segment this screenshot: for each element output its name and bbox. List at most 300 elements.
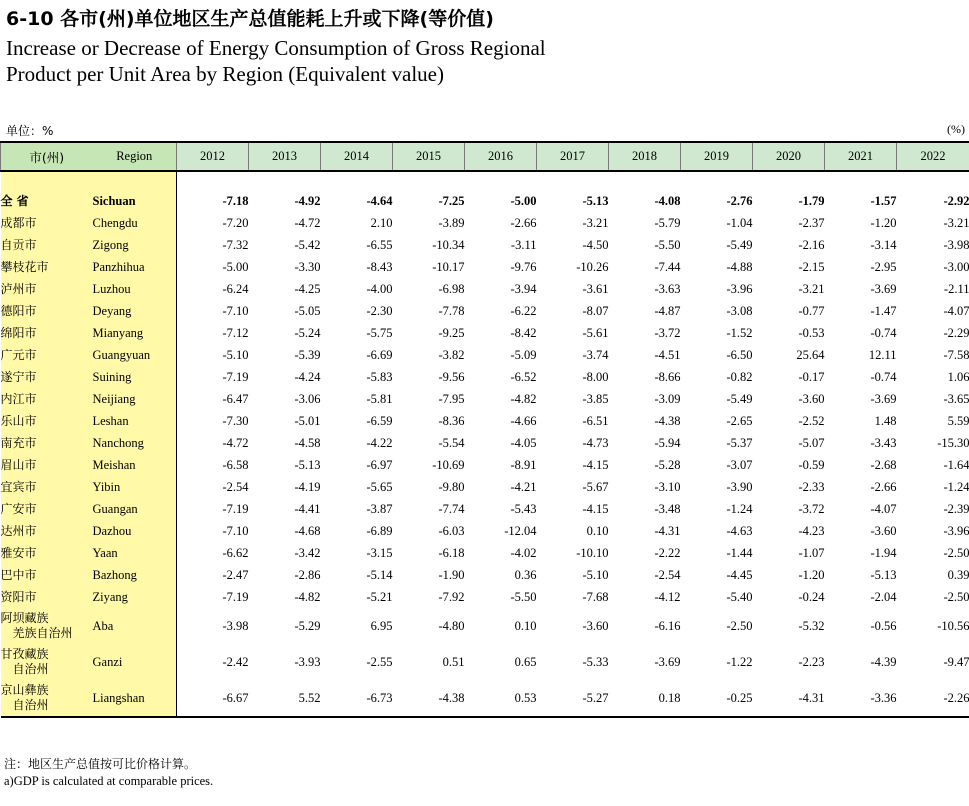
value-cell: -2.33 bbox=[798, 479, 825, 494]
value-cell: -3.98 bbox=[943, 237, 969, 252]
value-cell: 0.51 bbox=[442, 654, 465, 669]
region-name-zh bbox=[1, 520, 93, 542]
value-cell: -4.39 bbox=[870, 654, 897, 669]
value-cell: -3.48 bbox=[654, 501, 681, 516]
value-cell: 0.65 bbox=[514, 654, 537, 669]
value-cell: -2.23 bbox=[798, 654, 825, 669]
value-cell: -3.10 bbox=[654, 479, 681, 494]
value-cell: -5.33 bbox=[582, 654, 609, 669]
value-cell: -4.08 bbox=[654, 193, 681, 208]
value-cell: -3.82 bbox=[438, 347, 465, 362]
value-cell: -9.76 bbox=[510, 259, 537, 274]
region-name-zh-line: 京山彝族 bbox=[0, 683, 49, 697]
region-name-en: Panzhihua bbox=[93, 256, 177, 278]
region-name-zh-line: 内江市 bbox=[0, 391, 37, 406]
value-cell: -3.85 bbox=[582, 391, 609, 406]
region-name-en: Sichuan bbox=[93, 190, 177, 212]
value-cell: -0.59 bbox=[798, 457, 825, 472]
region-name-en: Leshan bbox=[93, 410, 177, 432]
value-cell: -6.52 bbox=[510, 369, 537, 384]
value-cell: -6.16 bbox=[654, 618, 681, 633]
value-cell: 1.48 bbox=[874, 413, 897, 428]
value-cell: -6.51 bbox=[582, 413, 609, 428]
table-row bbox=[1, 256, 969, 278]
value-cell: -8.07 bbox=[582, 303, 609, 318]
value-cell: -2.50 bbox=[943, 589, 969, 604]
value-cell: -3.00 bbox=[943, 259, 969, 274]
value-cell: -5.13 bbox=[870, 567, 897, 582]
value-cell: -7.25 bbox=[438, 193, 465, 208]
region-name-zh bbox=[1, 234, 93, 256]
value-cell: -3.69 bbox=[870, 391, 897, 406]
region-name-en: Guangan bbox=[93, 498, 177, 520]
value-cell: -15.30 bbox=[937, 435, 969, 450]
value-cell: -3.21 bbox=[798, 281, 825, 296]
value-cell: -4.72 bbox=[222, 435, 249, 450]
value-cell: -7.30 bbox=[222, 413, 249, 428]
value-cell: -5.05 bbox=[294, 303, 321, 318]
unit-label-en: (%) bbox=[947, 122, 965, 136]
table-row bbox=[1, 300, 969, 322]
region-name-zh-line2: 自治州 bbox=[12, 662, 49, 676]
value-cell: -5.29 bbox=[294, 618, 321, 633]
value-cell: -2.86 bbox=[294, 567, 321, 582]
value-cell: -3.36 bbox=[825, 680, 897, 717]
header-year: 2021 bbox=[825, 142, 897, 171]
region-name-en: Ganzi bbox=[93, 644, 177, 680]
value-cell: -5.14 bbox=[366, 567, 393, 582]
value-cell: -8.36 bbox=[438, 413, 465, 428]
value-cell: -5.27 bbox=[537, 680, 609, 717]
region-name-zh-line: 南充市 bbox=[0, 435, 37, 450]
table-row bbox=[1, 432, 969, 454]
value-cell: -5.42 bbox=[294, 237, 321, 252]
value-cell: -4.15 bbox=[582, 501, 609, 516]
header-year: 2018 bbox=[609, 142, 681, 171]
value-cell: -1.90 bbox=[438, 567, 465, 582]
value-cell: -2.30 bbox=[366, 303, 393, 318]
value-cell: -4.51 bbox=[654, 347, 681, 362]
header-year: 2019 bbox=[681, 142, 753, 171]
value-cell: -4.07 bbox=[870, 501, 897, 516]
region-name-zh bbox=[1, 564, 93, 586]
value-cell: -0.24 bbox=[798, 589, 825, 604]
region-name-en: Neijiang bbox=[93, 388, 177, 410]
value-cell: -2.39 bbox=[943, 501, 969, 516]
value-cell: -4.80 bbox=[438, 618, 465, 633]
region-name-zh bbox=[1, 366, 93, 388]
header-year: 2015 bbox=[393, 142, 465, 171]
value-cell: -6.03 bbox=[438, 523, 465, 538]
region-name-zh bbox=[1, 644, 93, 680]
unit-label-zh: 单位：% bbox=[6, 124, 54, 138]
value-cell: -1.79 bbox=[798, 193, 825, 208]
value-cell: 6.95 bbox=[370, 618, 393, 633]
value-cell: -2.04 bbox=[870, 589, 897, 604]
value-cell: -3.96 bbox=[943, 523, 969, 538]
region-name-zh bbox=[1, 256, 93, 278]
value-cell: 12.11 bbox=[868, 347, 897, 362]
energy-consumption-table bbox=[0, 141, 969, 718]
value-cell: -0.25 bbox=[681, 680, 753, 717]
value-cell: -4.22 bbox=[366, 435, 393, 450]
region-name-zh-line: 德阳市 bbox=[0, 303, 37, 318]
value-cell: -3.89 bbox=[438, 215, 465, 230]
table-row bbox=[1, 586, 969, 608]
table-row bbox=[1, 542, 969, 564]
value-cell: -5.10 bbox=[222, 347, 249, 362]
value-cell: -3.74 bbox=[582, 347, 609, 362]
value-cell: -2.54 bbox=[222, 479, 249, 494]
region-name-zh-line: 宜宾市 bbox=[0, 479, 37, 494]
region-name-zh bbox=[1, 322, 93, 344]
value-cell: -10.26 bbox=[576, 259, 609, 274]
region-name-zh-line: 达州市 bbox=[0, 523, 37, 538]
value-cell: -1.52 bbox=[726, 325, 753, 340]
value-cell: -4.73 bbox=[582, 435, 609, 450]
value-cell: -6.18 bbox=[438, 545, 465, 560]
value-cell: -1.20 bbox=[870, 215, 897, 230]
value-cell: -4.21 bbox=[510, 479, 537, 494]
value-cell: -1.07 bbox=[798, 545, 825, 560]
value-cell: -5.10 bbox=[582, 567, 609, 582]
value-cell: -7.32 bbox=[222, 237, 249, 252]
value-cell: -3.98 bbox=[222, 618, 249, 633]
value-cell: -1.64 bbox=[943, 457, 969, 472]
value-cell: -3.94 bbox=[510, 281, 537, 296]
value-cell: -4.68 bbox=[294, 523, 321, 538]
value-cell: -5.50 bbox=[654, 237, 681, 252]
value-cell: -4.24 bbox=[294, 369, 321, 384]
value-cell: -3.72 bbox=[798, 501, 825, 516]
region-name-zh bbox=[1, 454, 93, 476]
value-cell: -5.49 bbox=[726, 391, 753, 406]
region-name-zh bbox=[1, 344, 93, 366]
value-cell: -7.10 bbox=[222, 303, 249, 318]
value-cell: -0.82 bbox=[726, 369, 753, 384]
region-name-en: Luzhou bbox=[93, 278, 177, 300]
value-cell: -8.66 bbox=[654, 369, 681, 384]
region-name-zh-line: 遂宁市 bbox=[0, 369, 37, 384]
value-cell: -10.69 bbox=[432, 457, 465, 472]
region-name-zh-line: 绵阳市 bbox=[0, 325, 37, 340]
value-cell: -2.26 bbox=[897, 680, 969, 717]
value-cell: -6.89 bbox=[366, 523, 393, 538]
value-cell: -3.60 bbox=[870, 523, 897, 538]
region-name-zh-line: 泸州市 bbox=[0, 281, 37, 296]
region-name-zh-line: 雅安市 bbox=[0, 545, 37, 560]
value-cell: -9.47 bbox=[943, 654, 969, 669]
value-cell: -5.24 bbox=[294, 325, 321, 340]
value-cell: 0.36 bbox=[514, 567, 537, 582]
value-cell: -7.78 bbox=[438, 303, 465, 318]
value-cell: 0.10 bbox=[514, 618, 537, 633]
value-cell: -1.94 bbox=[870, 545, 897, 560]
region-name-en: Yaan bbox=[93, 542, 177, 564]
value-cell: -4.07 bbox=[943, 303, 969, 318]
value-cell: -7.12 bbox=[222, 325, 249, 340]
value-cell: -3.42 bbox=[294, 545, 321, 560]
value-cell: -3.96 bbox=[726, 281, 753, 296]
region-name-zh bbox=[1, 300, 93, 322]
header-year: 2017 bbox=[537, 142, 609, 171]
region-name-en: Bazhong bbox=[93, 564, 177, 586]
region-name-zh-line: 资阳市 bbox=[0, 589, 37, 604]
region-name-zh bbox=[1, 476, 93, 498]
region-name-zh-line: 阿坝藏族 bbox=[0, 611, 49, 625]
table-row bbox=[1, 234, 969, 256]
value-cell: -4.82 bbox=[294, 589, 321, 604]
value-cell: -5.28 bbox=[654, 457, 681, 472]
value-cell: -6.62 bbox=[222, 545, 249, 560]
value-cell: -6.22 bbox=[510, 303, 537, 318]
value-cell: -2.92 bbox=[943, 193, 969, 208]
region-name-en: Chengdu bbox=[93, 212, 177, 234]
value-cell: -8.43 bbox=[366, 259, 393, 274]
header-row bbox=[1, 142, 969, 171]
table-title-zh: 6-10 各市(州)单位地区生产总值能耗上升或下降(等价值) bbox=[6, 8, 494, 30]
table-title-en-line1: Increase or Decrease of Energy Consumption of Gross Regional bbox=[6, 36, 546, 60]
region-name-zh-line: 广元市 bbox=[0, 347, 37, 362]
region-name-zh-line: 全 省 bbox=[0, 193, 29, 208]
header-year: 2013 bbox=[249, 142, 321, 171]
value-cell: -10.17 bbox=[432, 259, 465, 274]
table-row bbox=[1, 322, 969, 344]
value-cell: -3.09 bbox=[654, 391, 681, 406]
value-cell: -0.17 bbox=[798, 369, 825, 384]
region-name-zh-line: 自贡市 bbox=[0, 237, 37, 252]
value-cell: -4.02 bbox=[510, 545, 537, 560]
value-cell: -2.66 bbox=[510, 215, 537, 230]
value-cell: -4.63 bbox=[726, 523, 753, 538]
region-name-en: Ziyang bbox=[93, 586, 177, 608]
value-cell: -4.15 bbox=[582, 457, 609, 472]
value-cell: -5.01 bbox=[294, 413, 321, 428]
region-name-zh-line: 眉山市 bbox=[0, 457, 37, 472]
region-name-zh-line: 乐山市 bbox=[0, 413, 37, 428]
value-cell: -6.50 bbox=[726, 347, 753, 362]
value-cell: -5.00 bbox=[222, 259, 249, 274]
value-cell: -5.75 bbox=[366, 325, 393, 340]
region-name-zh-line: 甘孜藏族 bbox=[0, 647, 49, 661]
value-cell: -7.58 bbox=[943, 347, 969, 362]
value-cell: -2.11 bbox=[943, 281, 969, 296]
region-name-en: Deyang bbox=[93, 300, 177, 322]
value-cell: -3.63 bbox=[654, 281, 681, 296]
value-cell: -5.09 bbox=[510, 347, 537, 362]
value-cell: -5.81 bbox=[366, 391, 393, 406]
value-cell: 0.53 bbox=[465, 680, 537, 717]
value-cell: -6.67 bbox=[177, 680, 249, 717]
value-cell: -4.50 bbox=[582, 237, 609, 252]
header-region-zh: 市(州) bbox=[1, 142, 93, 171]
value-cell: -2.37 bbox=[798, 215, 825, 230]
table-row bbox=[1, 520, 969, 542]
region-name-zh bbox=[1, 410, 93, 432]
table-row bbox=[1, 564, 969, 586]
value-cell: -7.95 bbox=[438, 391, 465, 406]
value-cell: -9.80 bbox=[438, 479, 465, 494]
header-year: 2022 bbox=[897, 142, 969, 171]
value-cell: 5.59 bbox=[947, 413, 969, 428]
value-cell: -0.74 bbox=[870, 325, 897, 340]
value-cell: -5.49 bbox=[726, 237, 753, 252]
value-cell: -5.67 bbox=[582, 479, 609, 494]
value-cell: -1.04 bbox=[726, 215, 753, 230]
value-cell: -8.91 bbox=[510, 457, 537, 472]
table-row bbox=[1, 454, 969, 476]
value-cell: -7.44 bbox=[654, 259, 681, 274]
region-name-en: Liangshan bbox=[93, 680, 177, 717]
value-cell: -2.29 bbox=[943, 325, 969, 340]
value-cell: -5.65 bbox=[366, 479, 393, 494]
value-cell: -6.55 bbox=[366, 237, 393, 252]
value-cell: -2.66 bbox=[870, 479, 897, 494]
table-row bbox=[1, 278, 969, 300]
value-cell: -4.41 bbox=[294, 501, 321, 516]
region-name-zh bbox=[1, 212, 93, 234]
value-cell: -1.44 bbox=[726, 545, 753, 560]
value-cell: -7.20 bbox=[222, 215, 249, 230]
value-cell: -6.97 bbox=[366, 457, 393, 472]
value-cell: -5.79 bbox=[654, 215, 681, 230]
region-name-zh-line2: 自治州 bbox=[12, 698, 49, 712]
region-name-zh bbox=[1, 680, 93, 717]
value-cell: -12.04 bbox=[504, 523, 537, 538]
value-cell: -9.25 bbox=[438, 325, 465, 340]
value-cell: -7.92 bbox=[438, 589, 465, 604]
value-cell: -4.45 bbox=[726, 567, 753, 582]
value-cell: 25.64 bbox=[796, 347, 825, 362]
value-cell: -2.54 bbox=[654, 567, 681, 582]
table-row bbox=[1, 366, 969, 388]
value-cell: -3.15 bbox=[366, 545, 393, 560]
value-cell: -3.90 bbox=[726, 479, 753, 494]
value-cell: -3.07 bbox=[726, 457, 753, 472]
value-cell: -8.00 bbox=[582, 369, 609, 384]
value-cell: -4.82 bbox=[510, 391, 537, 406]
value-cell: -3.60 bbox=[798, 391, 825, 406]
value-cell: -7.10 bbox=[222, 523, 249, 538]
value-cell: -6.59 bbox=[366, 413, 393, 428]
value-cell: -2.22 bbox=[654, 545, 681, 560]
region-name-en: Yibin bbox=[93, 476, 177, 498]
value-cell: -3.21 bbox=[582, 215, 609, 230]
header-year: 2012 bbox=[177, 142, 249, 171]
value-cell: -3.60 bbox=[582, 618, 609, 633]
value-cell: -3.08 bbox=[726, 303, 753, 318]
value-cell: -3.61 bbox=[582, 281, 609, 296]
value-cell: -6.58 bbox=[222, 457, 249, 472]
region-name-zh-line: 成都市 bbox=[0, 215, 37, 230]
value-cell: -0.56 bbox=[870, 618, 897, 633]
value-cell: -4.58 bbox=[294, 435, 321, 450]
value-cell: -0.77 bbox=[798, 303, 825, 318]
value-cell: -1.22 bbox=[726, 654, 753, 669]
value-cell: -5.54 bbox=[438, 435, 465, 450]
region-name-zh bbox=[1, 278, 93, 300]
region-name-zh bbox=[1, 542, 93, 564]
value-cell: -10.34 bbox=[432, 237, 465, 252]
value-cell: -7.19 bbox=[222, 501, 249, 516]
value-cell: -3.72 bbox=[654, 325, 681, 340]
table-row bbox=[1, 608, 969, 644]
value-cell: -3.06 bbox=[294, 391, 321, 406]
value-cell: -4.19 bbox=[294, 479, 321, 494]
region-name-zh bbox=[1, 190, 93, 212]
value-cell: -4.87 bbox=[654, 303, 681, 318]
value-cell: -3.87 bbox=[366, 501, 393, 516]
value-cell: -5.00 bbox=[510, 193, 537, 208]
value-cell: -6.24 bbox=[222, 281, 249, 296]
value-cell: -4.31 bbox=[753, 680, 825, 717]
header-region-en: Region bbox=[93, 142, 177, 171]
table-row bbox=[1, 410, 969, 432]
value-cell: -5.37 bbox=[726, 435, 753, 450]
table-row bbox=[1, 476, 969, 498]
value-cell: -2.95 bbox=[870, 259, 897, 274]
value-cell: -3.11 bbox=[510, 237, 537, 252]
value-cell: -9.56 bbox=[438, 369, 465, 384]
spacer-row bbox=[1, 171, 969, 190]
value-cell: -2.65 bbox=[726, 413, 753, 428]
table-row bbox=[1, 212, 969, 234]
value-cell: -4.25 bbox=[294, 281, 321, 296]
value-cell: 2.10 bbox=[370, 215, 393, 230]
value-cell: -3.69 bbox=[870, 281, 897, 296]
value-cell: -7.74 bbox=[438, 501, 465, 516]
header-year: 2020 bbox=[753, 142, 825, 171]
value-cell: -4.38 bbox=[654, 413, 681, 428]
value-cell: -3.65 bbox=[943, 391, 969, 406]
value-cell: -0.74 bbox=[870, 369, 897, 384]
value-cell: -1.24 bbox=[943, 479, 969, 494]
value-cell: -2.16 bbox=[798, 237, 825, 252]
value-cell: -5.83 bbox=[366, 369, 393, 384]
value-cell: -3.14 bbox=[870, 237, 897, 252]
value-cell: -1.57 bbox=[870, 193, 897, 208]
value-cell: -7.19 bbox=[222, 369, 249, 384]
value-cell: -4.64 bbox=[366, 193, 393, 208]
value-cell: -2.76 bbox=[726, 193, 753, 208]
value-cell: -5.13 bbox=[294, 457, 321, 472]
region-name-en: Aba bbox=[93, 608, 177, 644]
region-name-zh bbox=[1, 432, 93, 454]
value-cell: -1.20 bbox=[798, 567, 825, 582]
value-cell: -5.94 bbox=[654, 435, 681, 450]
value-cell: -2.15 bbox=[798, 259, 825, 274]
value-cell: 0.10 bbox=[586, 523, 609, 538]
region-name-zh-line: 广安市 bbox=[0, 501, 37, 516]
region-name-en: Zigong bbox=[93, 234, 177, 256]
table-row bbox=[1, 644, 969, 680]
region-name-zh-line: 巴中市 bbox=[0, 567, 37, 582]
value-cell: -8.42 bbox=[510, 325, 537, 340]
value-cell: -5.50 bbox=[510, 589, 537, 604]
footnote-en: a)GDP is calculated at comparable prices. bbox=[4, 774, 214, 788]
value-cell: -5.43 bbox=[510, 501, 537, 516]
value-cell: -4.00 bbox=[366, 281, 393, 296]
value-cell: -3.30 bbox=[294, 259, 321, 274]
value-cell: -4.92 bbox=[294, 193, 321, 208]
value-cell: -4.05 bbox=[510, 435, 537, 450]
value-cell: -5.32 bbox=[798, 618, 825, 633]
header-year: 2014 bbox=[321, 142, 393, 171]
value-cell: -1.47 bbox=[870, 303, 897, 318]
value-cell: -0.53 bbox=[798, 325, 825, 340]
province-total-row bbox=[1, 190, 969, 212]
value-cell: -2.55 bbox=[366, 654, 393, 669]
